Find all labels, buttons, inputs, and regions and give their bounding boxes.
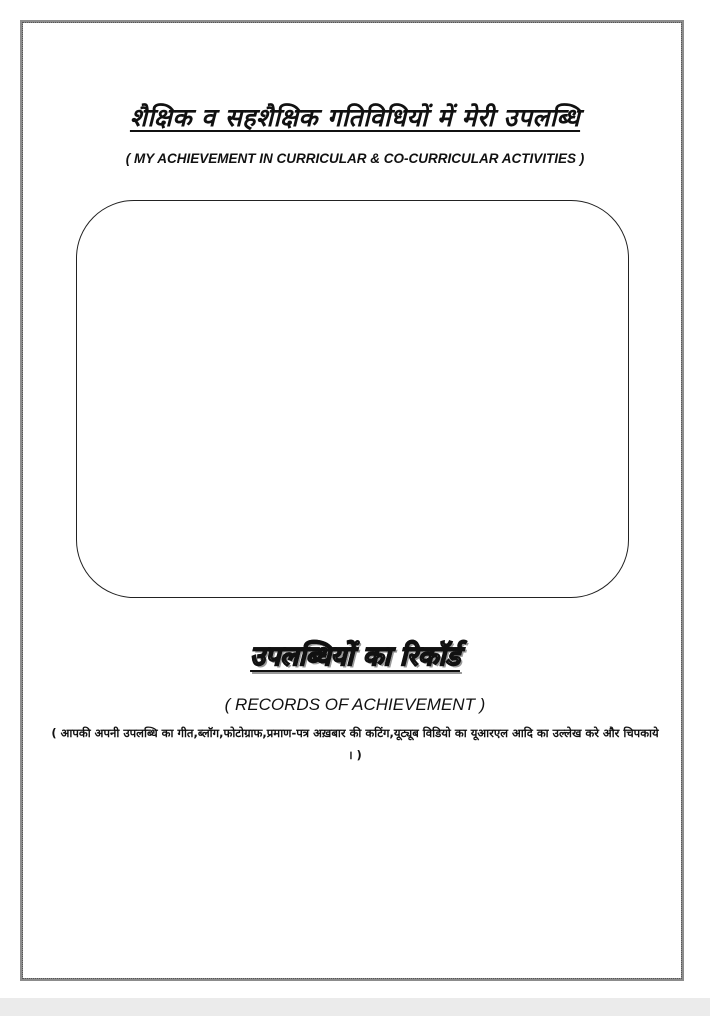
achievement-title-hindi: शैक्षिक व सहशैक्षिक गतिविधियों में मेरी उपलब्धि (129, 103, 581, 132)
records-title-english: ( RECORDS OF ACHIEVEMENT ) (224, 695, 486, 714)
records-title-hindi: उपलब्धियों का रिकॉर्ड (250, 641, 460, 672)
records-instructions: ( आपकी अपनी उपलब्धि का गीत,ब्लॉग,फोटोग्राफ,प्रमाण-पत्र अख़बार की कटिंग,यूट्यूब विडियो का यूआरएल आदि का उल्लेख करे और चिपकाये । ) (51, 726, 659, 762)
achievement-content-box (76, 200, 629, 598)
achievement-subtitle-english: ( MY ACHIEVEMENT IN CURRICULAR & CO-CURRICULAR ACTIVITIES ) (125, 151, 585, 166)
